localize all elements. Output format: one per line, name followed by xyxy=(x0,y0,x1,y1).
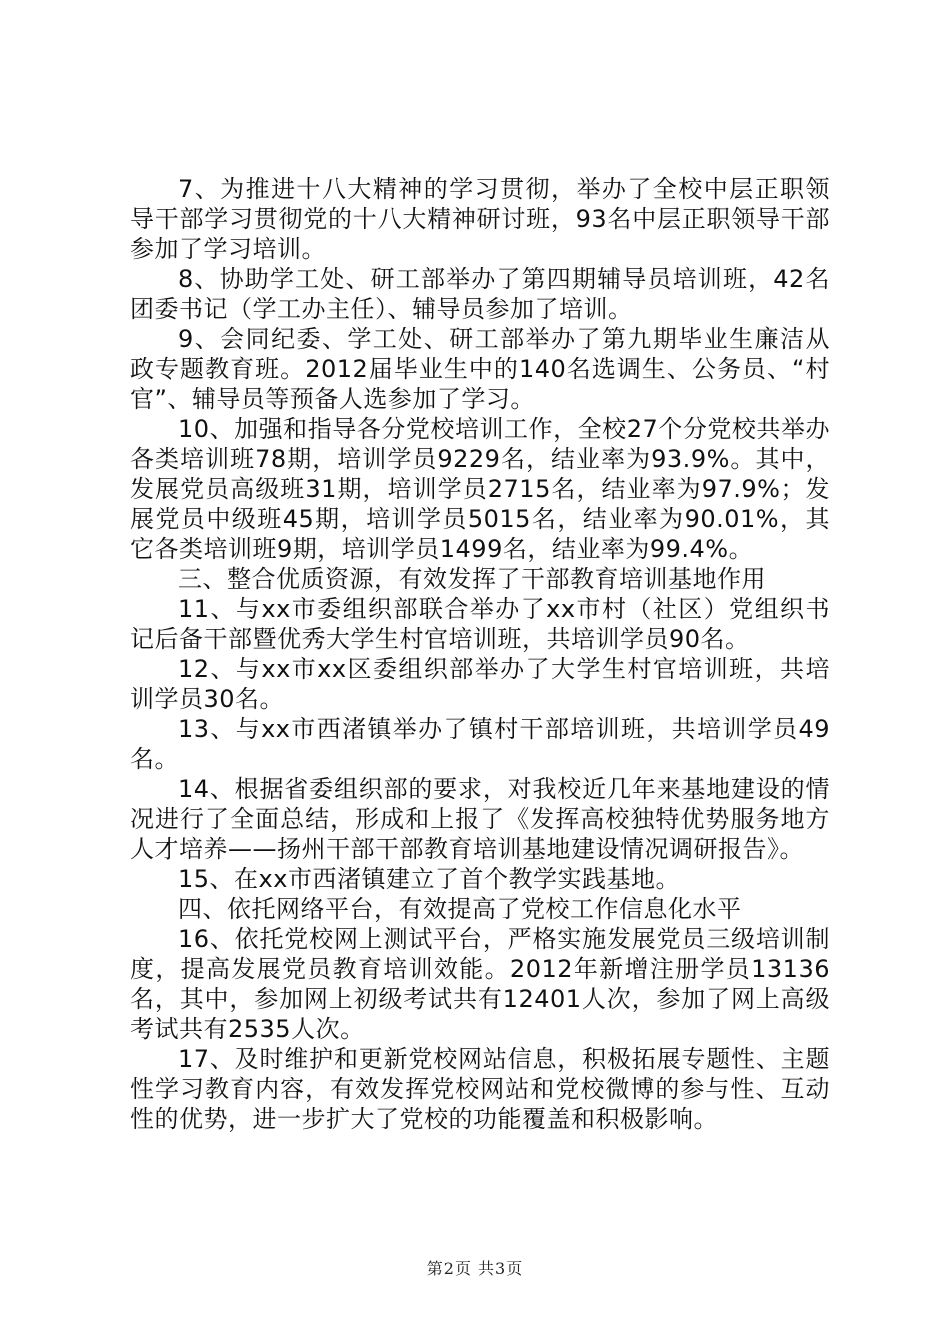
paragraph-item-16: 16、依托党校网上测试平台，严格实施发展党员三级培训制度，提高发展党员教育培训效能。2012年新增注册学员13136名，其中，参加网上初级考试共有12401人次，参加了网上高级考试共有2535人次。 xyxy=(130,925,830,1043)
paragraph-item-8: 8、协助学工处、研工部举办了第四期辅导员培训班，42名团委书记（学工办主任）、辅导员参加了培训。 xyxy=(130,265,830,323)
paragraph-item-9: 9、会同纪委、学工处、研工部举办了第九期毕业生廉洁从政专题教育班。2012届毕业生中的140名选调生、公务员、“村官”、辅导员等预备人选参加了学习。 xyxy=(130,325,830,413)
paragraph-item-15: 15、在xx市西渚镇建立了首个教学实践基地。 xyxy=(178,865,680,893)
paragraph-item-7: 7、为推进十八大精神的学习贯彻，举办了全校中层正职领导干部学习贯彻党的十八大精神研讨班，93名中层正职领导干部参加了学习培训。 xyxy=(130,175,830,263)
paragraph-item-14: 14、根据省委组织部的要求，对我校近几年来基地建设的情况进行了全面总结，形成和上报了《发挥高校独特优势服务地方人才培养——扬州干部干部教育培训基地建设情况调研报告》。 xyxy=(130,775,830,863)
document-body xyxy=(130,174,830,1134)
section-heading-4: 四、依托网络平台，有效提高了党校工作信息化水平 xyxy=(178,895,742,923)
paragraph-item-11: 11、与xx市委组织部联合举办了xx市村（社区）党组织书记后备干部暨优秀大学生村官培训班，共培训学员90名。 xyxy=(130,595,830,653)
paragraph-item-10: 10、加强和指导各分党校培训工作，全校27个分党校共举办各类培训班78期，培训学员9229名，结业率为93.9%。其中，发展党员高级班31期，培训学员2715名，结业率为97.9%；发展党员中级班45期，培训学员5015名，结业率为90.01%，其它各类培训班9期，培训学员1499名，结业率为99.4%。 xyxy=(130,415,830,563)
paragraph-item-12: 12、与xx市xx区委组织部举办了大学生村官培训班，共培训学员30名。 xyxy=(130,655,830,713)
paragraph-item-17: 17、及时维护和更新党校网站信息，积极拓展专题性、主题性学习教育内容，有效发挥党校网站和党校微博的参与性、互动性的优势，进一步扩大了党校的功能覆盖和积极影响。 xyxy=(130,1045,830,1133)
section-heading-3: 三、整合优质资源，有效发挥了干部教育培训基地作用 xyxy=(178,565,766,593)
page-footer: 第2页 共3页 xyxy=(426,1259,524,1278)
paragraph-item-13: 13、与xx市西渚镇举办了镇村干部培训班，共培训学员49名。 xyxy=(130,715,830,773)
